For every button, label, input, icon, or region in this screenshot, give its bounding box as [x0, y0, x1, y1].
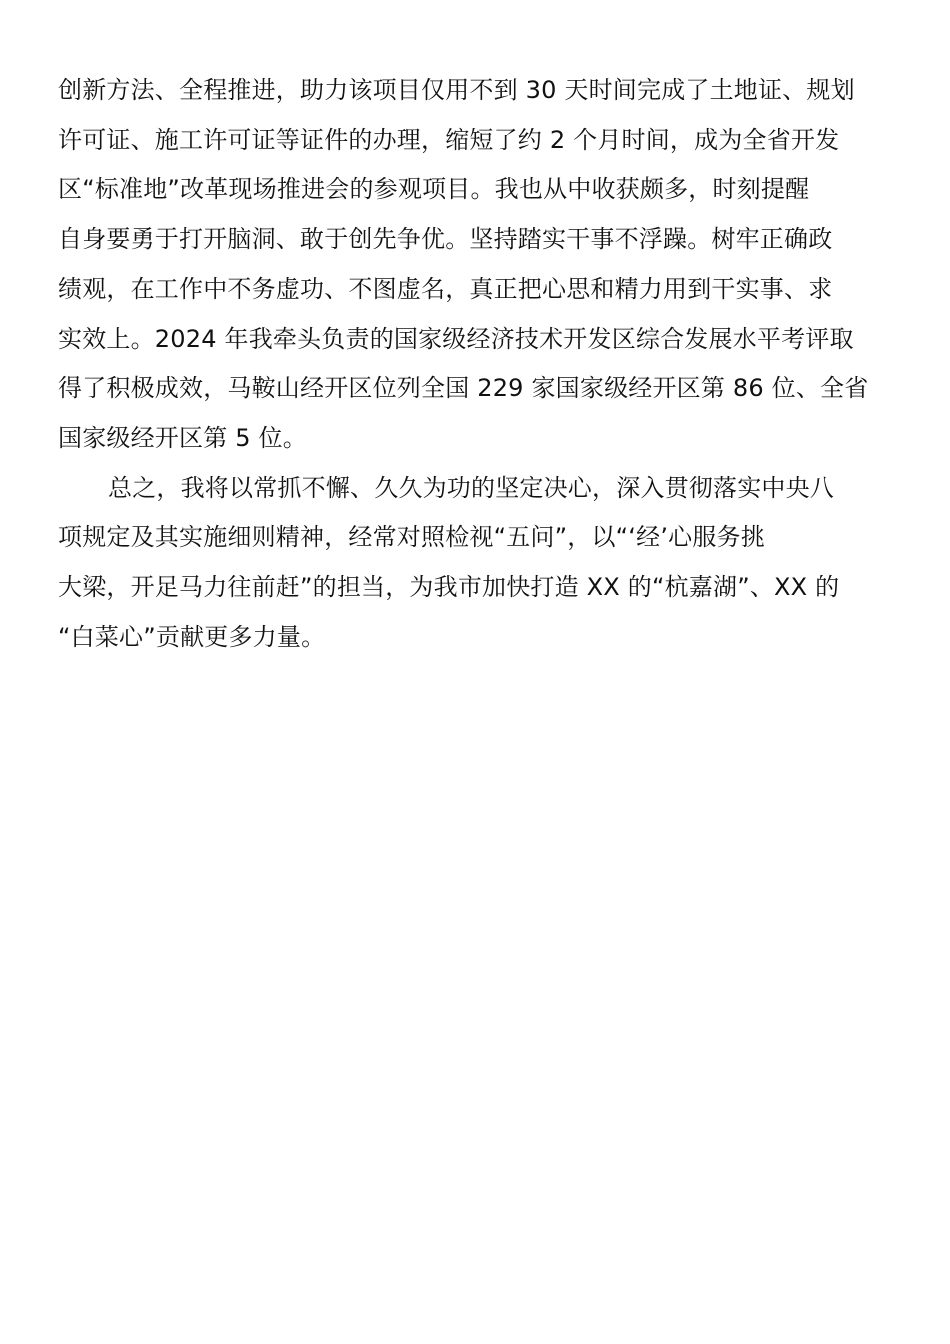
text-line: 总之，我将以常抓不懈、久久为功的坚定决心，深入贯彻落实中央八	[108, 473, 834, 502]
text-line: 区“标准地”改革现场推进会的参观项目。我也从中收获颇多，时刻提醒	[58, 175, 810, 204]
text-line: 自身要勇于打开脑洞、敢于创先争优。坚持踏实干事不浮躁。树牢正确政	[58, 225, 833, 254]
text-line: 许可证、施工许可证等证件的办理，缩短了约 2 个月时间，成为全省开发	[58, 125, 840, 154]
text-line: 项规定及其实施细则精神，经常对照检视“五问”，以“‘经’心服务挑	[58, 523, 765, 552]
document-body	[58, 66, 892, 662]
text-line: “白菜心”贡献更多力量。	[58, 622, 326, 651]
paragraph-2	[58, 464, 892, 663]
text-line: 绩观，在工作中不务虚功、不图虚名，真正把心思和精力用到干实事、求	[58, 274, 833, 303]
paragraph-1	[58, 66, 892, 464]
text-line: 大梁，开足马力往前赶”的担当，为我市加快打造 XX 的“杭嘉湖”、XX 的	[58, 573, 840, 602]
text-line: 实效上。2024 年我牵头负责的国家级经济技术开发区综合发展水平考评取	[58, 324, 854, 353]
text-line: 得了积极成效，马鞍山经开区位列全国 229 家国家级经开区第 86 位、全省	[58, 374, 869, 403]
text-line: 国家级经开区第 5 位。	[58, 423, 307, 452]
text-line: 创新方法、全程推进，助力该项目仅用不到 30 天时间完成了土地证、规划	[58, 76, 855, 104]
